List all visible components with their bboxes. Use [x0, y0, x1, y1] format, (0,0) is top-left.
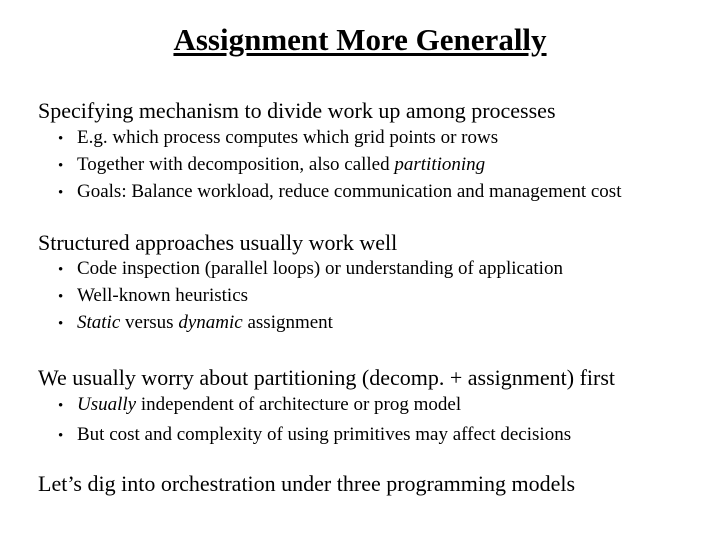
bullet-item: • Well-known heuristics [58, 285, 249, 306]
bullet-item: • But cost and complexity of using primitives may affect decisions [58, 424, 572, 445]
section-heading-1: Specifying mechanism to divide work up among processes [38, 98, 556, 123]
bullet-icon: • [58, 316, 64, 332]
slide-title: Assignment More Generally [173, 22, 547, 57]
bullet-item: • Goals: Balance workload, reduce communication and management cost [58, 181, 622, 202]
section-heading-4: Let’s dig into orchestration under three programming models [38, 471, 576, 496]
bullet-icon: • [58, 185, 64, 201]
bullet-item: • Static versus dynamic assignment [58, 312, 333, 333]
bullet-icon: • [58, 428, 64, 444]
bullet-item: • Usually independent of architecture or prog model [58, 394, 462, 415]
section-heading-2: Structured approaches usually work well [38, 230, 398, 255]
bullet-icon: • [58, 398, 64, 414]
bullet-item: • Together with decomposition, also called partitioning [58, 154, 486, 175]
section-heading-3: We usually worry about partitioning (decomp. + assignment) first [38, 365, 616, 390]
bullet-icon: • [58, 131, 64, 147]
bullet-icon: • [58, 289, 64, 305]
bullet-icon: • [58, 158, 64, 174]
bullet-item: • E.g. which process computes which grid points or rows [58, 127, 499, 148]
bullet-icon: • [58, 262, 64, 278]
bullet-item: • Code inspection (parallel loops) or understanding of application [58, 258, 563, 279]
